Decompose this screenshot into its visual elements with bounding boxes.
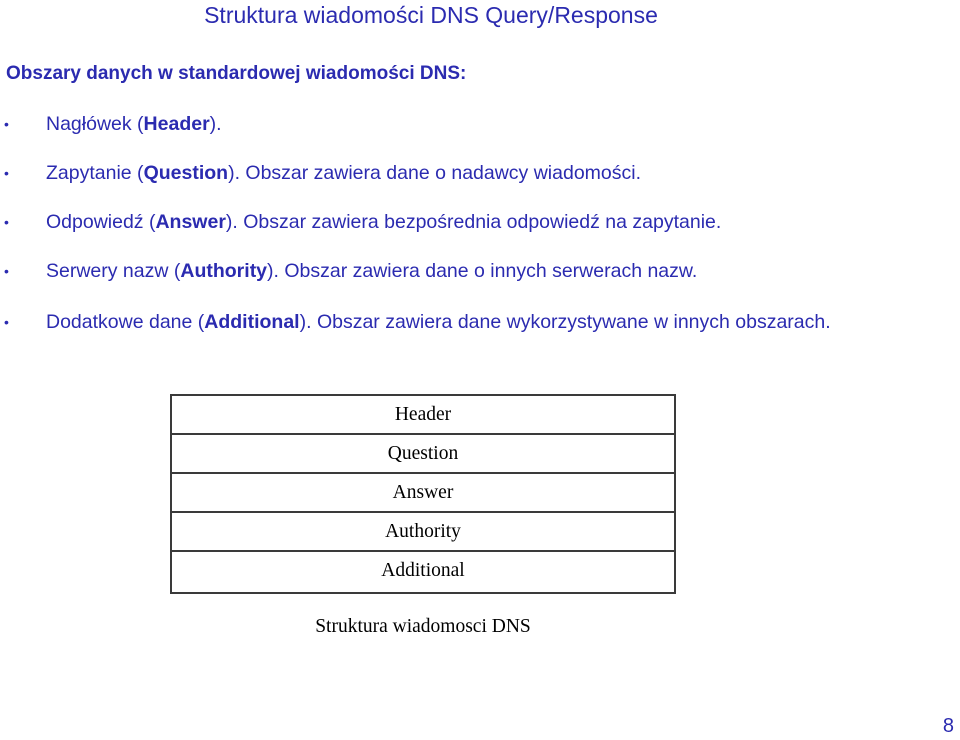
bullet-icon: • xyxy=(4,214,9,230)
bullet-icon: • xyxy=(4,314,9,330)
bullet-icon: • xyxy=(4,116,9,132)
section-heading: Obszary danych w standardowej wiadomości DNS: xyxy=(6,63,467,84)
dns-row-question: Question xyxy=(172,435,674,474)
bullet-text: Odpowiedź (Answer). Obszar zawiera bezpośrednia odpowiedź na zapytanie. xyxy=(46,211,722,233)
bullet-text: Nagłówek (Header). xyxy=(46,113,222,135)
page-number: 8 xyxy=(942,715,954,737)
bullet-icon: • xyxy=(4,263,9,279)
bullet-icon: • xyxy=(4,165,9,181)
diagram-caption: Struktura wiadomosci DNS xyxy=(315,616,531,637)
dns-row-additional: Additional xyxy=(381,560,465,581)
dns-row-authority: Authority xyxy=(172,513,674,552)
bullet-text: Zapytanie (Question). Obszar zawiera dane o nadawcy wiadomości. xyxy=(46,162,642,184)
dns-structure-diagram xyxy=(170,394,676,594)
slide-title: Struktura wiadomości DNS Query/Response xyxy=(204,2,658,28)
dns-row-header: Header xyxy=(172,396,674,435)
bullet-text: Serwery nazw (Authority). Obszar zawiera dane o innych serwerach nazw. xyxy=(46,260,698,282)
bullet-text: Dodatkowe dane (Additional). Obszar zawiera dane wykorzystywane w innych obszarach. xyxy=(46,311,831,333)
dns-row-answer: Answer xyxy=(172,474,674,513)
